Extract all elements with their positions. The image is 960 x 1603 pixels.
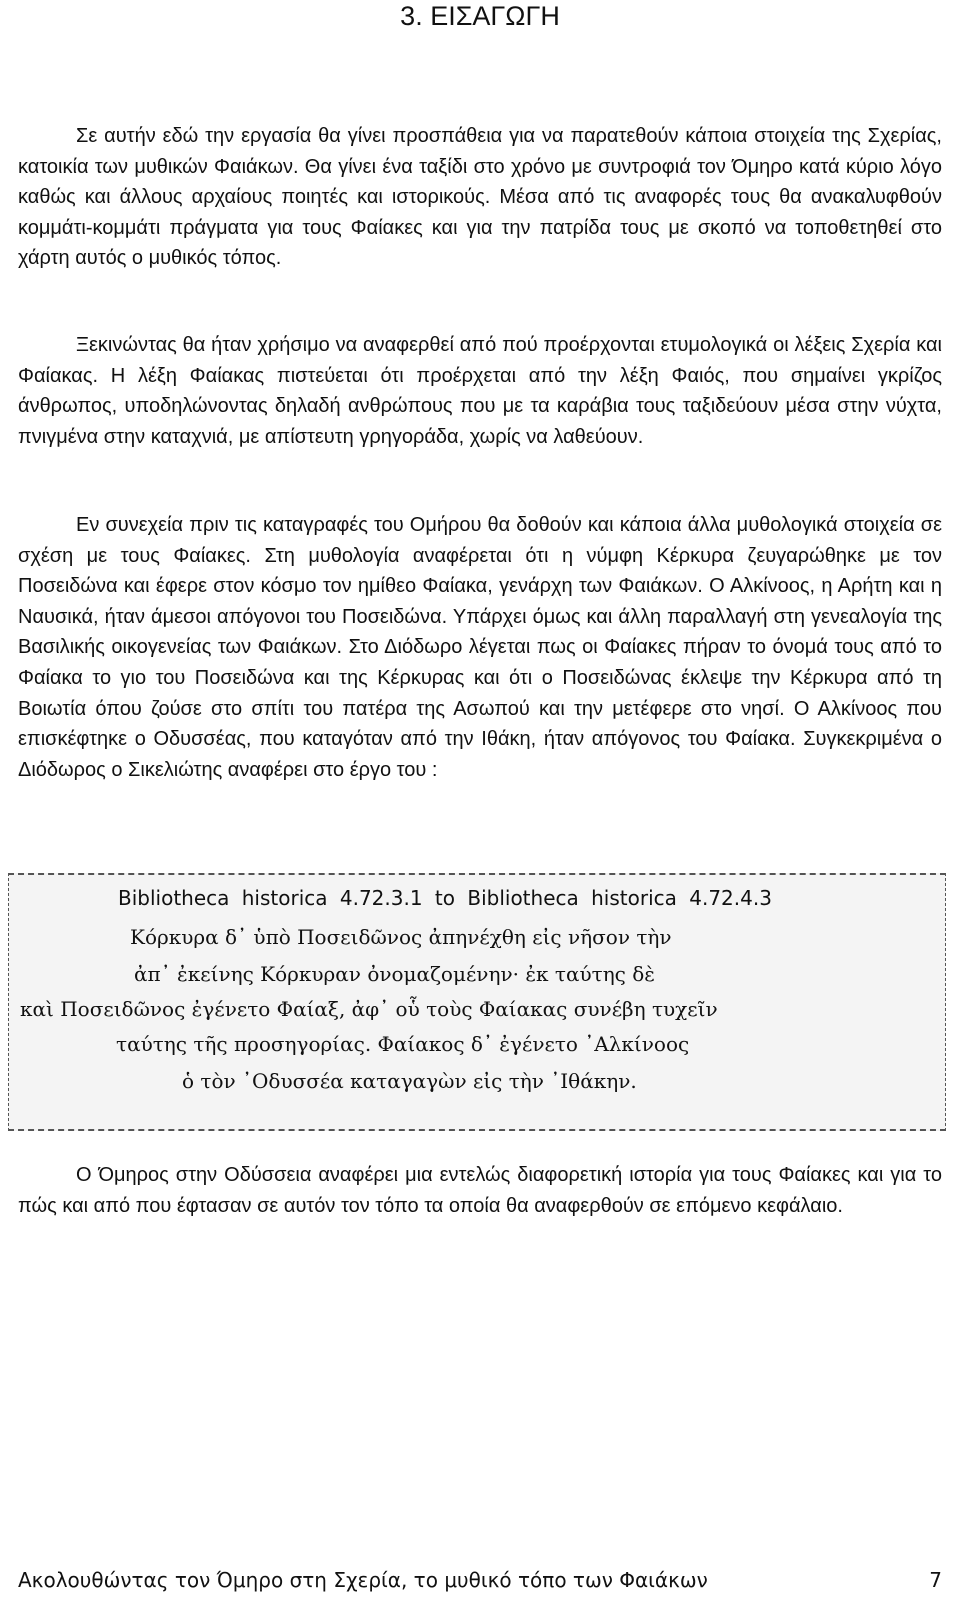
paragraph-etymology: Ξεκινώντας θα ήταν χρήσιμο να αναφερθεί από πού προέρχονται ετυμολογικά οι λέξεις Σχερία και Φαίακας. Η λέξη Φαίακας πιστεύεται ότι προέρχεται από την λέξη Φαιός, που σημαίνει γκρίζος άνθρωπος, υποδηλώνοντας δηλαδή ανθρώπους που με τα καράβια τους ταξιδεύουν μέσα στην νύχτα, πνιγμένα στην καταχνιά, με απίστευτη γρηγοράδα, χωρίς να λαθεύουν. [18,334,942,448]
paragraph-mythology: Εν συνεχεία πριν τις καταγραφές του Ομήρου θα δοθούν και κάποια άλλα μυθολογικά στοιχεία σε σχέση με τους Φαίακες. Στη μυθολογία αναφέρεται ότι η νύμφη Κέρκυρα ζευγαρώθηκε με τον Ποσειδώνα και έφερε στον κόσμο τον ημίθεο Φαίακα, γενάρχη των Φαιάκων. Ο Αλκίνοος, η Αρήτη και η Ναυσικά, ήταν άμεσοι απόγονοι του Ποσειδώνα. Υπάρχει όμως και άλλη παραλλαγή στη γενεαλογία της Βασιλικής οικογενείας των Φαιάκων. Στο Διόδωρο λέγεται πως οι Φαίακες πήραν το όνομά τους από το Φαίακα το γιο του Ποσειδώνα και της Κέρκυρας και ότι ο Ποσειδώνας έκλεψε την Κέρκυρα από τη Βοιωτία όπου ζούσε στο σπίτι του πατέρα της Ασωπού και την μετέφερε στο νησί. Ο Αλκίνοος που επισκέφτηκε ο Οδυσσέας, που καταγόταν από την Ιθάκη, ήταν απόγονος του Φαίακα. Συγκεκριμένα ο Διόδωρος ο Σικελιώτης αναφέρει στο έργο του : [18,514,942,781]
quote-line: ταύτης τῆς προσηγορίας. Φαίακος δ᾽ ἐγένετο ᾿Αλκίνοος [116,1032,690,1056]
running-title: Ακολουθώντας τον Όμηρο στη Σχερία, το μυθικό τόπο των Φαιάκων [18,1568,708,1592]
quote-line: ἀπ᾽ ἐκείνης Κόρκυραν ὀνομαζομένην· ἐκ ταύτης δὲ [134,962,656,986]
page-number: 7 [929,1568,942,1592]
quote-line: ὁ τὸν ᾿Οδυσσέα καταγαγὼν εἰς τὴν ᾿Ιθάκην. [182,1069,637,1093]
paragraph-intro: Σε αυτήν εδώ την εργασία θα γίνει προσπάθεια για να παρατεθούν κάποια στοιχεία της Σχερίας, κατοικία των μυθικών Φαιάκων. Θα γίνει ένα ταξίδι στο χρόνο με συντροφιά τον Όμηρο κατά κύριο λόγο καθώς και άλλους αρχαίους ποιητές και ιστορικούς. Μέσα από τις αναφορές τους θα ανακαλυφθούν κομμάτι-κομμάτι πράγματα για τους Φαίακες και για την πατρίδα τους με σκοπό να τοποθετηθεί στο χάρτη αυτός ο μυθικός τόπος. [18,125,942,270]
quote-line: καὶ Ποσειδῶνος ἐγένετο Φαίαξ, ἀφ᾽ οὗ τοὺς Φαίακας συνέβη τυχεῖν [20,997,718,1021]
paragraph-odyssey: Ο Όμηρος στην Οδύσσεια αναφέρει μια εντελώς διαφορετική ιστορία για τους Φαίακες και για το πώς και από που έφτασαν σε αυτόν τον τόπο τα οποία θα αναφερθούν σε επόμενο κεφάλαιο. [18,1164,942,1217]
page-footer [18,1565,942,1595]
section-heading: 3. ΕΙΣΑΓΩΓΗ [400,1,560,31]
quote-line: Κόρκυρα δ᾽ ὑπὸ Ποσειδῶνος ἀπηνέχθη εἰς νῆσον τὴν [130,925,672,949]
quote-reference: Bibliotheca historica 4.72.3.1 to Bibliotheca historica 4.72.4.3 [118,886,772,910]
